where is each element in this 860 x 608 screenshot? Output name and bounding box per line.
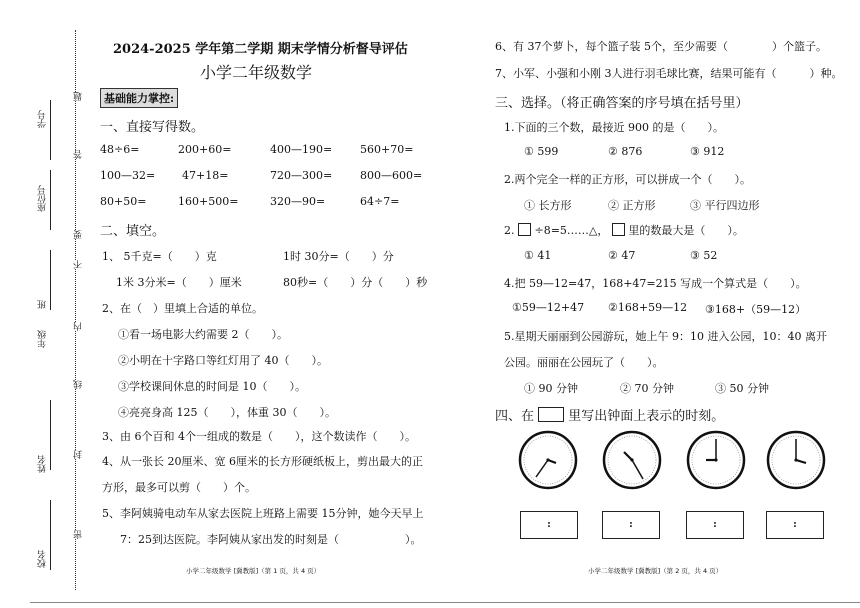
- calc-item: 160+500=: [178, 195, 239, 208]
- clock-answer-box-2: :: [602, 511, 660, 539]
- fill-subitem: ①看一场电影大约需要 2（ ）。: [118, 328, 288, 341]
- name-line: [50, 400, 51, 470]
- calc-item: 800—600=: [360, 169, 423, 182]
- binding-margin: [0, 0, 90, 608]
- question-number: 2.: [504, 224, 515, 237]
- choice-question: 1.下面的三个数，最接近 900 的是（ ）。: [504, 121, 724, 134]
- fill-item: 1时 30分=（ ）分: [283, 250, 394, 263]
- fill-item: 1、 5千克=（ ）克: [102, 250, 217, 263]
- calc-item: 200+60=: [178, 143, 232, 156]
- bottom-rule: [30, 602, 860, 603]
- student-id-label: 学号: [38, 110, 48, 128]
- choice-question: 5.星期天丽丽到公园游玩，她上午 9：10 进入公园，10：40 离开: [504, 330, 827, 343]
- section-1-heading: 一、直接写得数。: [100, 120, 205, 135]
- bind-word: 答: [74, 150, 84, 159]
- choice-option: ① 41: [524, 249, 552, 262]
- name-label: 姓名: [38, 455, 48, 473]
- calc-item: 47+18=: [182, 169, 229, 182]
- section-3-heading: 三、选择。（将正确答案的序号填在括号里）: [495, 96, 749, 111]
- fill-item: 2、在（ ）里填上合适的单位。: [102, 302, 263, 315]
- bind-word: 要: [74, 230, 84, 239]
- fill-subitem: ③学校课间休息的时间是 10（ ）。: [118, 380, 306, 393]
- clock-answer-box-3: :: [686, 511, 744, 539]
- bind-word: 题: [74, 92, 84, 101]
- page-footer: 小学二年级数学 [冀教版]（第 2 页，共 4 页）: [588, 567, 723, 575]
- exam-title: 2024-2025 学年第二学期 期末学情分析督导评估: [113, 42, 408, 57]
- question-text: ÷8=5……△，: [534, 224, 609, 237]
- clock-answer-box-4: :: [766, 511, 824, 539]
- bind-word: 内: [74, 322, 84, 331]
- fill-item: 7、小军、小强和小刚 3人进行羽毛球比赛，结果可能有（ ）种。: [495, 67, 843, 80]
- section-4-text: 里写出钟面上表示的时刻。: [568, 409, 725, 424]
- fill-item: 5、李阿姨骑电动车从家去医院上班路上需要 15分钟，她今天早上: [102, 507, 424, 520]
- choice-option: ③168+（59—12）: [705, 303, 807, 316]
- fill-subitem: ④亮亮身高 125（ ），体重 30（ ）。: [118, 406, 336, 419]
- calc-item: 48÷6=: [100, 143, 140, 156]
- calc-item: 400—190=: [270, 143, 333, 156]
- section-4-heading: [495, 405, 724, 424]
- section-4-text: 四、在: [495, 409, 535, 424]
- choice-option: ② 70 分钟: [620, 382, 674, 395]
- seal-dotted-line: [75, 30, 76, 590]
- fill-item: 3、由 6个百和 4个一组成的数是（ ），这个数读作（ ）。: [102, 430, 416, 443]
- choice-option: ② 47: [608, 249, 636, 262]
- calc-item: 80+50=: [100, 195, 147, 208]
- clock-face-4: [766, 430, 826, 490]
- seat-label: 座位号: [38, 185, 48, 212]
- calc-item: 64÷7=: [360, 195, 400, 208]
- choice-option: ③ 50 分钟: [715, 382, 769, 395]
- choice-question: 2.两个完全一样的正方形，可以拼成一个（ ）。: [504, 173, 751, 186]
- choice-option: ① 长方形: [524, 199, 572, 212]
- fill-item: 4、从一张长 20厘米、宽 6厘米的长方形硬纸板上，剪出最大的正: [102, 455, 423, 468]
- exam-subtitle: 小学二年级数学: [200, 63, 313, 82]
- bind-word: 线: [74, 380, 84, 389]
- school-line: [50, 500, 51, 570]
- choice-option: ③ 912: [690, 145, 725, 158]
- choice-option: ① 90 分钟: [524, 382, 578, 395]
- fill-item: 80秒=（ ）分（ ）秒: [283, 276, 428, 289]
- seat-line: [50, 170, 51, 230]
- school-label: 校名: [38, 550, 48, 568]
- clock-face-3: [686, 430, 746, 490]
- clock-answer-box-1: :: [520, 511, 578, 539]
- bind-word: 密: [74, 530, 84, 539]
- bind-word: 封: [74, 450, 84, 459]
- question-text: 里的数最大是（ ）。: [628, 224, 744, 237]
- calc-item: 720—300=: [270, 169, 333, 182]
- student-id-line: [50, 100, 51, 160]
- choice-option: ② 正方形: [608, 199, 656, 212]
- class-label: 班: [38, 300, 48, 309]
- clock-face-2: [602, 430, 662, 490]
- page-2: [490, 0, 843, 608]
- bind-word: 不: [74, 260, 84, 269]
- page-footer: 小学二年级数学 [冀教版]（第 1 页，共 4 页）: [186, 567, 321, 575]
- choice-question-cont: 公园。丽丽在公园玩了（ ）。: [504, 356, 664, 369]
- choice-option: ①59—12+47: [512, 301, 585, 314]
- choice-option: ③ 平行四边形: [690, 199, 760, 212]
- blank-box: [612, 223, 625, 236]
- page-1: [98, 0, 438, 608]
- choice-question: 4.把 59—12=47，168+47=215 写成一个算式是（ ）。: [504, 277, 807, 290]
- calc-item: 100—32=: [100, 169, 156, 182]
- choice-option: ② 876: [608, 145, 643, 158]
- blank-box: [518, 223, 531, 236]
- calc-item: 320—90=: [270, 195, 326, 208]
- choice-option: ②168+59—12: [608, 301, 688, 314]
- fill-item: 6、有 37个萝卜，每个篮子装 5个，至少需要（ ）个篮子。: [495, 40, 827, 53]
- fill-item-cont: 7：25到达医院。李阿姨从家出发的时刻是（ ）。: [120, 533, 422, 546]
- section-2-heading: 二、填空。: [100, 224, 166, 239]
- grade-label: 年级: [38, 330, 48, 348]
- fill-subitem: ②小明在十字路口等红灯用了 40（ ）。: [118, 354, 328, 367]
- fill-item-cont: 方形，最多可以剪（ ）个。: [102, 481, 256, 494]
- blank-box: [538, 407, 564, 422]
- calc-item: 560+70=: [360, 143, 414, 156]
- choice-question: [504, 222, 744, 238]
- section-badge: 基础能力掌控:: [100, 88, 178, 108]
- clock-face-1: [518, 430, 578, 490]
- choice-option: ③ 52: [690, 249, 718, 262]
- fill-item: 1米 3分米=（ ）厘米: [116, 276, 242, 289]
- choice-option: ① 599: [524, 145, 559, 158]
- class-line: [50, 250, 51, 310]
